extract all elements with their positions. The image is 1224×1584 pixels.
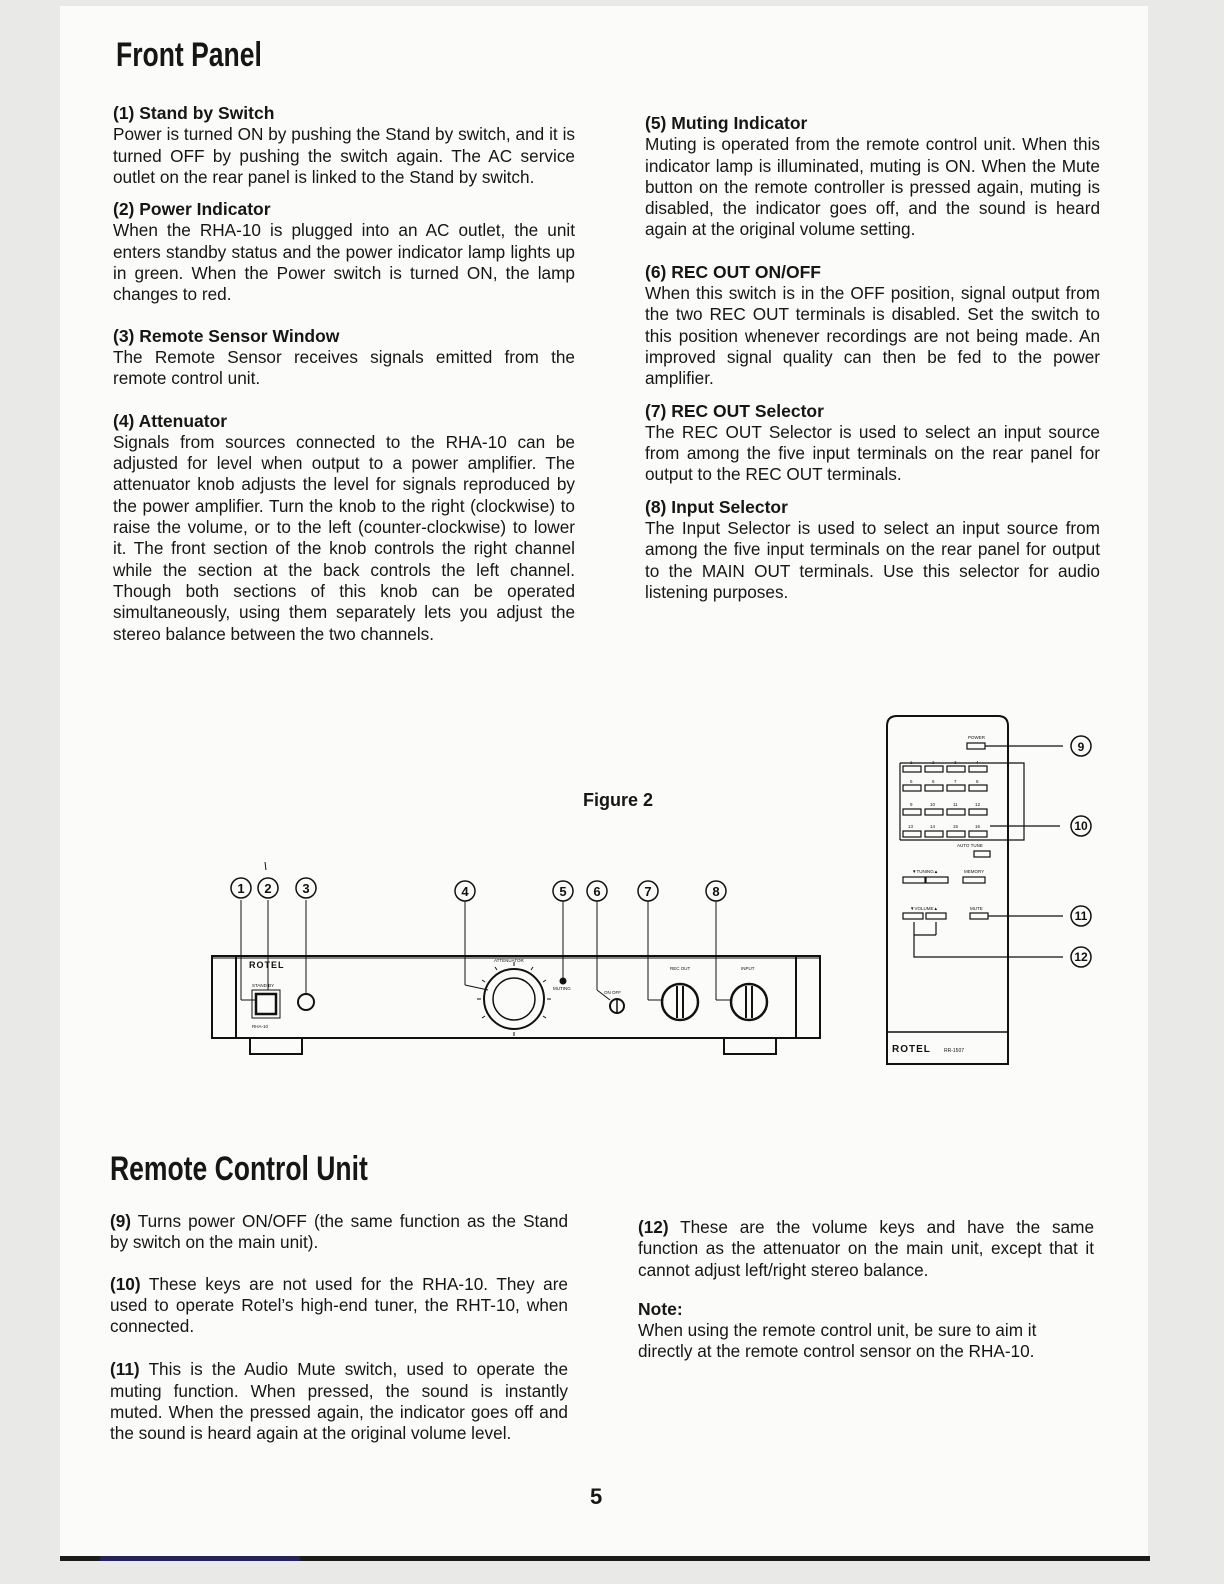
rec-out-selector-knob [662, 984, 698, 1020]
svg-text:1: 1 [910, 760, 913, 765]
remote-item-11: (11) This is the Audio Mute switch, used to operate the muting function. When pressed, the sound is instantly muted. When the pressed again, the indicator goes off and the sound is heard again at the original volume level. [110, 1359, 569, 1444]
remote-control-title: Remote Control Unit [110, 1150, 368, 1188]
main-unit-model: RHA-10 [252, 1024, 269, 1029]
main-unit-right-bracket [796, 956, 820, 1038]
svg-text:14: 14 [930, 824, 936, 829]
section-body: The Input Selector is used to select an input source from among the five input terminals on the rear panel for output to the MAIN OUT terminals. Use this selector for audio listening purposes. [645, 518, 1100, 602]
rec-out-label: REC OUT [670, 966, 691, 971]
left-foot [250, 1038, 302, 1054]
callout-6-label: 6 [593, 884, 601, 899]
callout-9-label: 9 [1077, 740, 1085, 754]
callout-2-label: 2 [264, 881, 272, 896]
front-panel-title: Front Panel [116, 36, 262, 74]
section-heading: (1) Stand by Switch [113, 103, 275, 123]
remote-memory-label: MEMORY [964, 869, 985, 874]
section-heading: (5) Muting Indicator [645, 113, 808, 133]
svg-text:4: 4 [976, 760, 979, 765]
remote-volume-down-key [903, 913, 923, 919]
svg-text:12: 12 [975, 802, 981, 807]
attenuator-label: ATTENUATOR [494, 958, 524, 963]
section-heading: (2) Power Indicator [113, 199, 271, 220]
svg-text:3: 3 [954, 760, 957, 765]
remote-mute-label: MUTE [970, 906, 983, 911]
callout-1-label: 1 [237, 881, 245, 896]
section-heading: (7) REC OUT Selector [645, 400, 824, 421]
section-heading: (4) Attenuator [113, 410, 228, 431]
section-body: When the RHA-10 is plugged into an AC outlet, the unit enters standby status and the power indicator lamp lights up in green. When the Power switch is turned ON, the lamp changes to red. [113, 220, 575, 305]
callout-5-label: 5 [559, 884, 567, 899]
callout-7-label: 7 [644, 884, 652, 899]
note-heading: Note: [638, 1298, 683, 1319]
remote-volume-label: ▼VOLUME▲ [910, 906, 938, 911]
input-selector-knob [731, 984, 767, 1020]
svg-text:7: 7 [954, 779, 957, 784]
svg-text:10: 10 [930, 802, 936, 807]
callout-4-label: 4 [461, 884, 469, 899]
remote-item-10: (10) These keys are not used for the RHA-10. They are used to operate Rotel’s high-end tuner, the RHT-10, when connected. [110, 1273, 568, 1337]
section-body: The Remote Sensor receives signals emitted from the remote control unit. [113, 346, 575, 389]
on-off-label: ON OFF [604, 990, 621, 995]
section-heading: (6) REC OUT ON/OFF [645, 261, 821, 282]
remote-key-numbers [908, 760, 981, 829]
input-label: INPUT [741, 966, 755, 971]
standby-switch [256, 994, 276, 1014]
right-foot [724, 1038, 776, 1054]
remote-power-label: POWER [968, 735, 986, 740]
standby-label: STAND BY [252, 983, 275, 988]
svg-text:11: 11 [953, 802, 958, 807]
main-unit-left-bracket [212, 956, 236, 1038]
remote-item-9: (9) Turns power ON/OFF (the same function as the Stand by switch on the main unit). [110, 1211, 568, 1253]
callout-10-label: 10 [1074, 819, 1088, 833]
callout-12-label: 12 [1074, 950, 1088, 964]
section-body: Muting is operated from the remote control unit. When this indicator lamp is illuminated, muting is ON. When the Mute button on the remote controller is pressed again, muting is disabled, the indicator goes off, and the sound is heard again at the original volume setting. [645, 134, 1100, 240]
remote-items-right [638, 1217, 1094, 1363]
svg-text:8: 8 [976, 779, 979, 784]
section-body: When this switch is in the OFF position, signal output from the two REC OUT terminals is disabled. Set the switch to this position whenever recordings are not being made. An improved signal quality can then be fed to the power amplifier. [645, 283, 1100, 389]
remote-volume-up-key [926, 913, 946, 919]
remote-sensor-window [298, 994, 314, 1010]
section-heading: (3) Remote Sensor Window [113, 325, 340, 346]
svg-text:6: 6 [932, 779, 935, 784]
muting-label: MUTING [553, 986, 571, 991]
remote-model: RR-1507 [944, 1048, 965, 1054]
section-body: Power is turned ON by pushing the Stand by switch, and it is turned OFF by pushing the switch again. The AC service outlet on the rear panel is linked to the Stand by switch. [113, 124, 575, 187]
section-body: Signals from sources connected to the RHA-10 can be adjusted for level when output to a power amplifier. The attenuator knob adjusts the level for signals reproduced by the power amplifier. Turn the knob to the right (clockwise) to raise the volume, or to the left (counter-clockwise) to lower it. The front section of the knob controls the right channel while the section at the back controls the left channel. Though both sections of this knob can be operated simultaneously, using them separately lets you adjust the stereo balance between the two channels. [113, 431, 575, 644]
callout-11-label: 11 [1074, 909, 1088, 923]
svg-text:2: 2 [932, 760, 935, 765]
svg-text:15: 15 [953, 824, 959, 829]
svg-text:16: 16 [975, 824, 981, 829]
section-body: The REC OUT Selector is used to select an input source from among the five input terminals on the rear panel for output to the REC OUT terminals. [645, 421, 1100, 485]
remote-mute-key [970, 913, 988, 919]
section-heading: (8) Input Selector [645, 496, 788, 517]
remote-item-12: (12) These are the volume keys and have the same function as the attenuator on the main unit, except that it cannot adjust left/right stereo balance. [638, 1217, 1095, 1280]
remote-auto-tune-label: AUTO TUNE [957, 843, 983, 848]
callout-3-label: 3 [302, 881, 310, 896]
svg-text:13: 13 [908, 824, 914, 829]
muting-indicator [561, 979, 566, 984]
remote-items-left [110, 1211, 568, 1445]
bottom-rule [60, 1556, 1150, 1561]
main-unit-brand: ROTEL [249, 960, 285, 970]
figure-title: Figure 2 [583, 790, 654, 810]
svg-text:9: 9 [910, 802, 913, 807]
callout-8-label: 8 [712, 884, 720, 899]
remote-tuning-label: ▼TUNING▲ [912, 869, 939, 874]
page-number: 5 [590, 1484, 603, 1509]
remote-power-key [967, 743, 985, 749]
note-text: When using the remote control unit, be sure to aim it directly at the remote control sensor on the RHA-10. [638, 1320, 1037, 1362]
remote-brand: ROTEL [892, 1044, 931, 1055]
svg-text:5: 5 [910, 779, 913, 784]
